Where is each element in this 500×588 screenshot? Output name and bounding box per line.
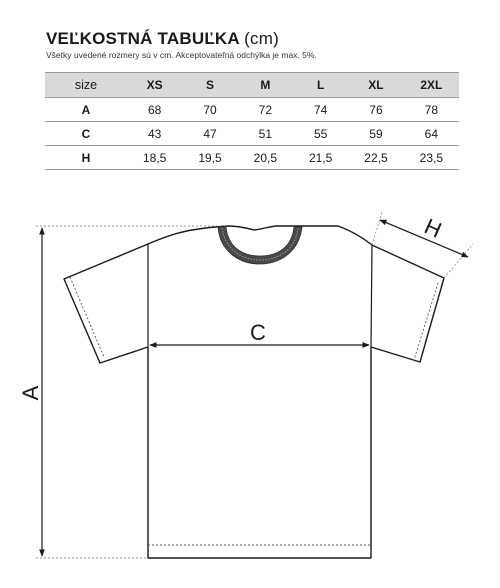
size-column-header: XS [127, 73, 182, 98]
size-column-header: 2XL [404, 73, 459, 98]
table-cell: 64 [404, 122, 459, 146]
size-column-header: M [238, 73, 293, 98]
table-cell: 74 [293, 98, 348, 122]
table-cell: 78 [404, 98, 459, 122]
size-column-header: L [293, 73, 348, 98]
table-cell: 47 [182, 122, 237, 146]
page-subtitle: Všetky uvedené rozmery sú v cm. Akceptovateľná odchýlka je max. 5%. [46, 50, 317, 60]
table-cell: 23,5 [404, 146, 459, 170]
table-cell: 68 [127, 98, 182, 122]
table-cell: 43 [127, 122, 182, 146]
size-column-header: S [182, 73, 237, 98]
table-cell: 70 [182, 98, 237, 122]
table-cell: 51 [238, 122, 293, 146]
table-cell: 19,5 [182, 146, 237, 170]
table-cell: 20,5 [238, 146, 293, 170]
title-text: VEĽKOSTNÁ TABUĽKA [46, 29, 240, 48]
title-unit: (cm) [244, 29, 279, 48]
tshirt-outline [64, 226, 444, 558]
size-header-label: size [45, 73, 127, 98]
sleeve-guide-inner [372, 212, 382, 245]
table-cell: 55 [293, 122, 348, 146]
table-cell: 72 [238, 98, 293, 122]
sleeve-arrow [380, 220, 468, 257]
row-label: A [45, 98, 127, 122]
table-cell: 21,5 [293, 146, 348, 170]
length-label: A [18, 385, 43, 401]
table-cell: 18,5 [127, 146, 182, 170]
size-column-header: XL [348, 73, 403, 98]
row-label: H [45, 146, 127, 170]
table-cell: 22,5 [348, 146, 403, 170]
row-label: C [45, 122, 127, 146]
table-cell: 76 [348, 98, 403, 122]
table-cell: 59 [348, 122, 403, 146]
sleeve-label: H [420, 213, 446, 243]
chest-label: C [250, 320, 266, 345]
